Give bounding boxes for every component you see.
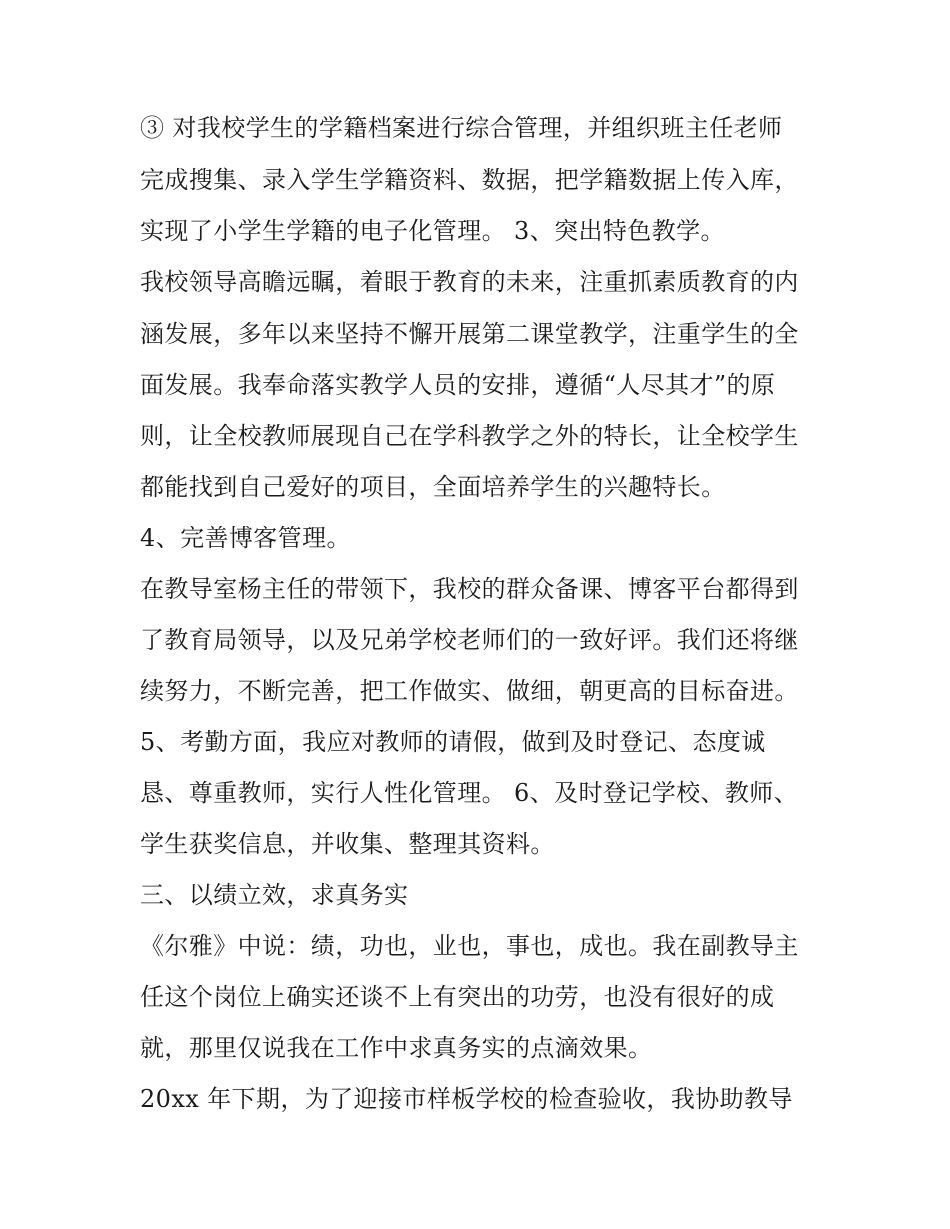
text-line: 任这个岗位上确实还谈不上有突出的功劳，也没有很好的成 [140, 983, 775, 1011]
text-line: 5、考勤方面，我应对教师的请假，做到及时登记、态度诚 [140, 728, 766, 756]
text-line: 20xx 年下期，为了迎接市样板学校的检查验收，我协助教导 [140, 1085, 793, 1113]
text-line: 在教导室杨主任的带领下，我校的群众备课、博客平台都得到 [140, 575, 799, 603]
text-line: 实现了小学生学籍的电子化管理。 3、突出特色教学。 [140, 217, 725, 245]
text-line: ③ 对我校学生的学籍档案进行综合管理，并组织班主任老师 [140, 114, 783, 142]
text-line: 学生获奖信息，并收集、整理其资料。 [140, 830, 555, 858]
text-line: 面发展。我奉命落实教学人员的安排，遵循“人尽其才”的原 [140, 371, 776, 399]
text-line: 《尔雅》中说：绩，功也，业也，事也，成也。我在副教导主 [140, 932, 799, 960]
text-line: 就，那里仅说我在工作中求真务实的点滴效果。 [140, 1034, 653, 1062]
text-line: 恳、尊重教师，实行人性化管理。 6、及时登记学校、教师、 [140, 779, 799, 807]
text-line: 了教育局领导，以及兄弟学校老师们的一致好评。我们还将继 [140, 626, 799, 654]
text-line: 续努力，不断完善，把工作做实、做细，朝更高的目标奋进。 [140, 677, 799, 705]
text-line: 涵发展，多年以来坚持不懈开展第二课堂教学，注重学生的全 [140, 320, 799, 348]
text-line: 则，让全校教师展现自己在学科教学之外的特长，让全校学生 [140, 422, 799, 450]
text-line: 4、完善博客管理。 [140, 524, 351, 552]
text-line: 三、以绩立效，求真务实 [140, 881, 409, 909]
text-line: 都能找到自己爱好的项目，全面培养学生的兴趣特长。 [140, 473, 726, 501]
text-line: 我校领导高瞻远瞩，着眼于教育的未来，注重抓素质教育的内 [140, 268, 799, 296]
text-line: 完成搜集、录入学生学籍资料、数据，把学籍数据上传入库， [140, 166, 799, 194]
